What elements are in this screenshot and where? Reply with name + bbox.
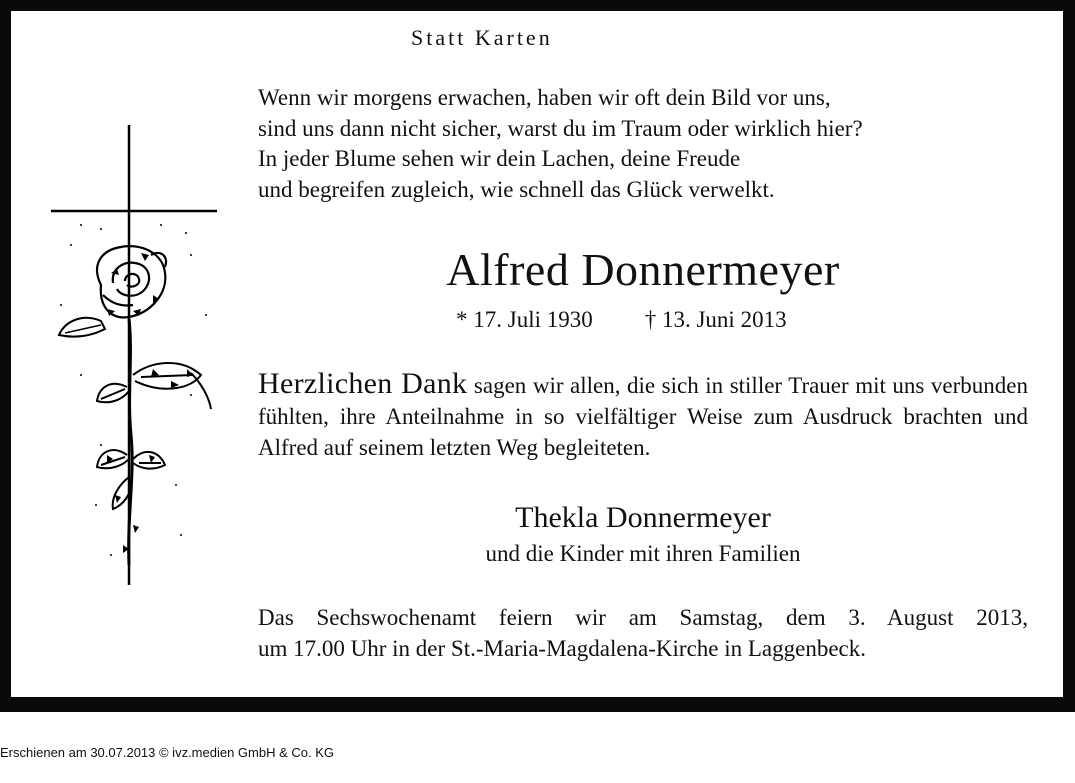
thanks-paragraph xyxy=(258,368,1028,463)
service-line: Das Sechswochenamt feiern wir am Samstag, dem 3. August 2013, xyxy=(258,605,1028,630)
thanks-text: sagen wir allen, die sich in stiller Trauer mit uns verbunden fühlten, ihre Anteilnahme in so vielfältiger Weise zum Ausdruck brachten und Alfred auf seinem letzten Weg begleiteten. xyxy=(258,373,1029,460)
life-dates xyxy=(456,307,787,333)
poem-line: Wenn wir morgens erwachen, haben wir oft dein Bild vor uns, xyxy=(258,85,831,110)
service-announcement xyxy=(258,602,1028,664)
poem xyxy=(258,83,863,205)
poem-line: und begreifen zugleich, wie schnell das Glück verwelkt. xyxy=(258,176,775,202)
thanks-lead: Herzlichen Dank xyxy=(258,367,468,400)
birth-date: * 17. Juli 1930 xyxy=(456,307,593,332)
publication-footer: Erschienen am 30.07.2013 © ivz.medien GmbH & Co. KG xyxy=(0,745,335,760)
obituary-card xyxy=(11,11,1063,697)
service-line: um 17.00 Uhr in der St.-Maria-Magdalena-Kirche in Laggenbeck. xyxy=(258,636,867,661)
header-statt-karten: Statt Karten xyxy=(411,25,553,50)
cross-with-rose-icon xyxy=(41,125,221,585)
poem-line: In jeder Blume sehen wir dein Lachen, deine Freude xyxy=(258,146,741,171)
deceased-name: Alfred Donnermeyer xyxy=(446,244,840,295)
death-date: † 13. Juni 2013 xyxy=(644,307,787,332)
poem-line: sind uns dann nicht sicher, warst du im Traum oder wirklich hier? xyxy=(258,115,863,141)
signer-name: Thekla Donnermeyer xyxy=(515,501,771,534)
family-line: und die Kinder mit ihren Familien xyxy=(485,541,801,566)
